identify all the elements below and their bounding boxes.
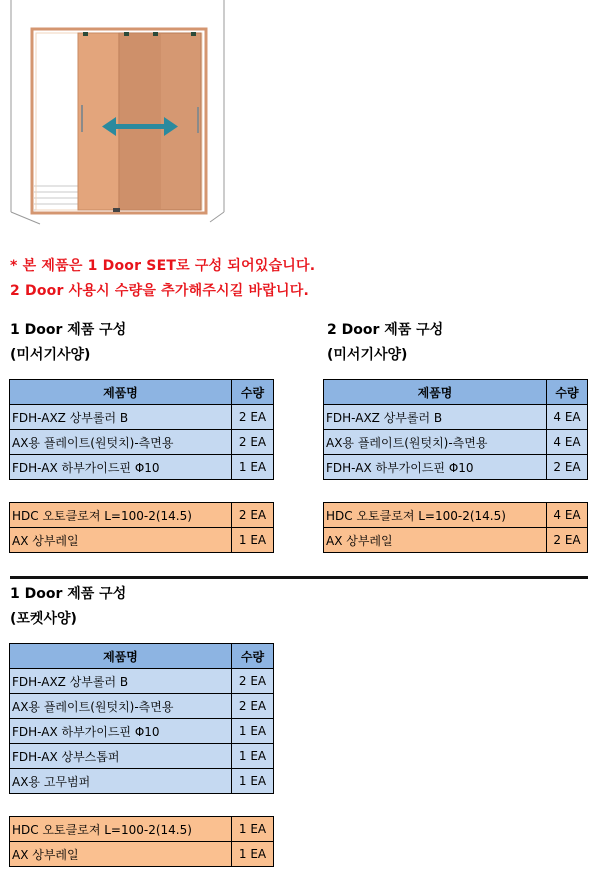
part-name: HDC 오토클로져 L=100-2(14.5) [324,503,547,528]
column-header-qty: 수량 [232,644,274,669]
part-qty: 2 EA [232,669,274,694]
part-name: FDH-AXZ 상부롤러 B [324,405,547,430]
part-qty: 2 EA [232,405,274,430]
part-name: AX 상부레일 [324,528,547,553]
part-name: FDH-AX 상부스톱퍼 [10,744,232,769]
part-name: AX용 플레이트(원텃치)-측면용 [10,430,232,455]
table-row [10,430,274,455]
part-name: FDH-AXZ 상부롤러 B [10,669,232,694]
table-row [324,503,588,528]
section-title: 2 Door 제품 구성 [327,322,444,338]
part-name: FDH-AXZ 상부롤러 B [10,405,232,430]
sliding-door-illustration [10,0,225,228]
part-qty: 1 EA [232,719,274,744]
optional-parts-table [9,502,274,553]
part-qty: 1 EA [232,744,274,769]
parts-table [9,379,274,480]
table-row [10,694,274,719]
part-qty: 2 EA [232,503,274,528]
table-row [10,769,274,794]
section-title: 1 Door 제품 구성 [10,322,127,338]
table-row [10,455,274,480]
section-subtitle: (미서기사양) [10,347,91,363]
optional-parts-table [323,502,588,553]
part-qty: 1 EA [232,842,274,867]
part-name: AX용 플레이트(원텃치)-측면용 [10,694,232,719]
section-title: 1 Door 제품 구성 [10,586,127,602]
part-name: FDH-AX 하부가이드핀 Φ10 [10,719,232,744]
part-qty: 1 EA [232,769,274,794]
table-row [10,719,274,744]
table-row [10,503,274,528]
table-row [10,405,274,430]
table-row [10,817,274,842]
parts-table [9,643,274,794]
table-row [10,669,274,694]
column-header-name: 제품명 [324,380,547,405]
part-qty: 2 EA [547,528,588,553]
part-qty: 1 EA [232,455,274,480]
part-qty: 2 EA [232,430,274,455]
part-name: AX용 플레이트(원텃치)-측면용 [324,430,547,455]
table-row [324,405,588,430]
optional-parts-table [9,816,274,867]
parts-table [323,379,588,480]
part-qty: 4 EA [547,405,588,430]
table-row [324,430,588,455]
table-header-row [10,380,274,405]
part-name: AX 상부레일 [10,528,232,553]
section-divider [10,576,588,579]
part-qty: 4 EA [547,430,588,455]
part-qty: 1 EA [232,528,274,553]
part-qty: 2 EA [232,694,274,719]
table-row [324,528,588,553]
table-row [324,455,588,480]
part-name: AX 상부레일 [10,842,232,867]
column-header-qty: 수량 [547,380,588,405]
notice-line-1: * 본 제품은 1 Door SET로 구성 되어있습니다. [10,258,316,274]
column-header-name: 제품명 [10,644,232,669]
part-name: FDH-AX 하부가이드핀 Φ10 [10,455,232,480]
part-qty: 2 EA [547,455,588,480]
part-qty: 4 EA [547,503,588,528]
part-qty: 1 EA [232,817,274,842]
table-row [10,744,274,769]
notice-line-2: 2 Door 사용시 수량을 추가해주시길 바랍니다. [10,283,309,299]
table-header-row [10,644,274,669]
table-row [10,842,274,867]
table-row [10,528,274,553]
column-header-name: 제품명 [10,380,232,405]
part-name: FDH-AX 하부가이드핀 Φ10 [324,455,547,480]
section-subtitle: (포켓사양) [10,611,77,627]
part-name: AX용 고무범퍼 [10,769,232,794]
section-subtitle: (미서기사양) [327,347,408,363]
part-name: HDC 오토클로져 L=100-2(14.5) [10,503,232,528]
table-header-row [324,380,588,405]
column-header-qty: 수량 [232,380,274,405]
part-name: HDC 오토클로져 L=100-2(14.5) [10,817,232,842]
